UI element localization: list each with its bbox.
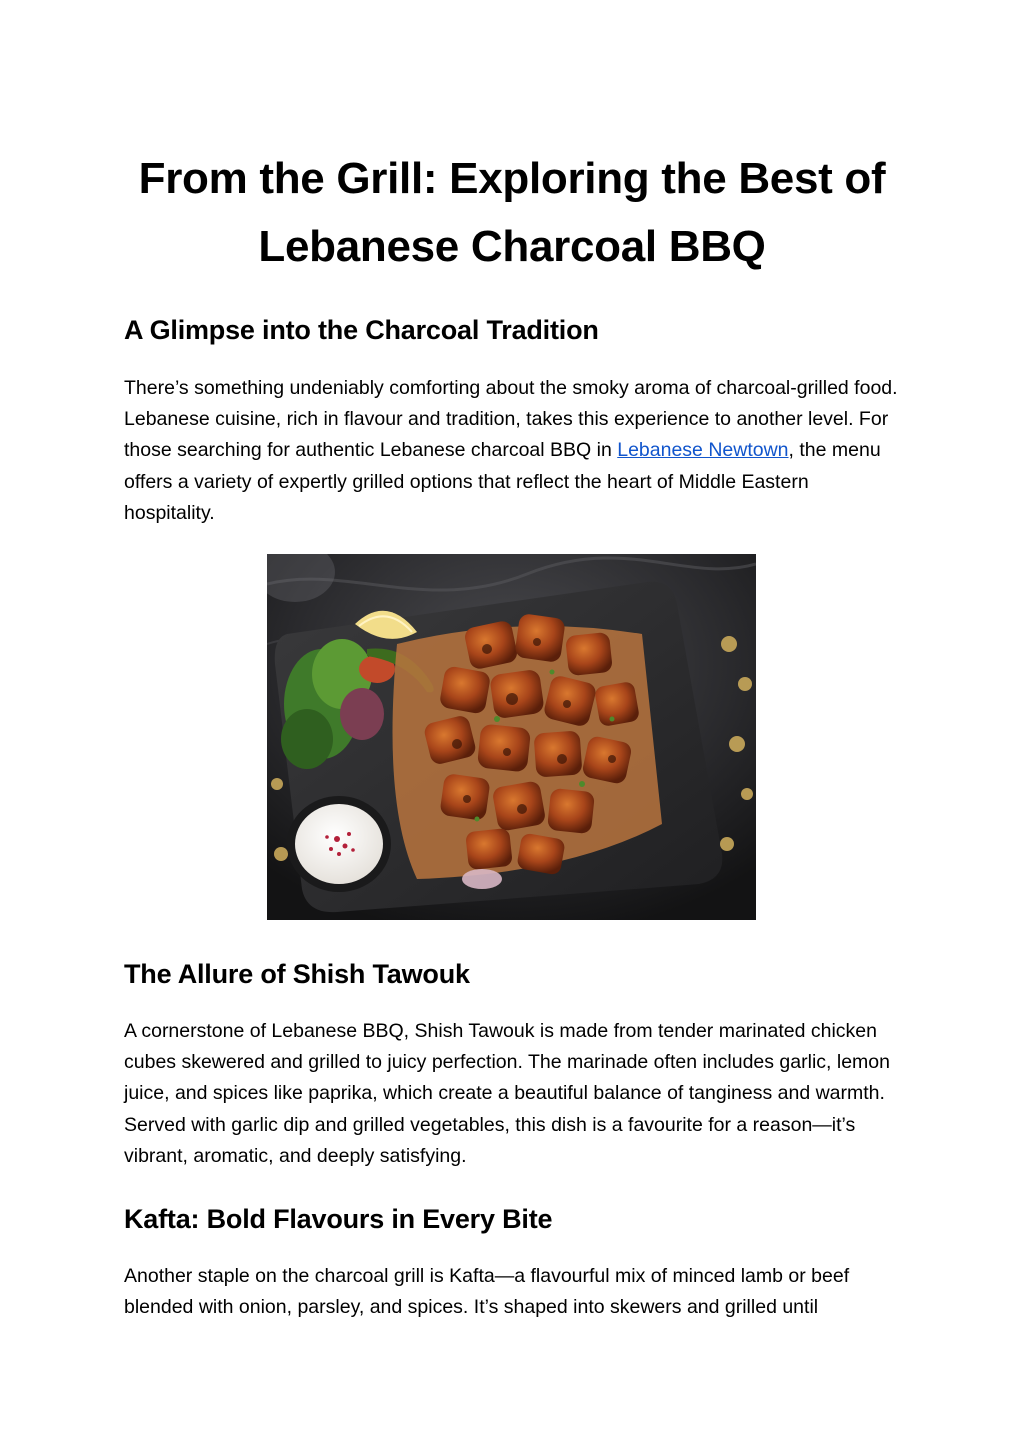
food-photo-shish-tawouk-plate <box>267 554 756 920</box>
section-heading-kafta: Kafta: Bold Flavours in Every Bite <box>124 1204 553 1234</box>
section-paragraph-shish-tawouk: A cornerstone of Lebanese BBQ, Shish Tawouk is made from tender marinated chicken cubes skewered and grilled to juicy perfection. The marinade often includes garlic, lemon juice, and spices like paprika, which create a beautiful balance of tanginess and warmth. Served with garlic dip and grilled vegetables, this dish is a favourite for a reason—it’s vibrant, aromatic, and deeply satisfying. <box>124 1020 890 1167</box>
title-line-1: From the Grill: Exploring the Best of <box>138 154 886 203</box>
section-paragraph-charcoal-tradition <box>124 373 900 529</box>
title-line-2: Lebanese Charcoal BBQ <box>258 222 766 271</box>
section-paragraph-kafta: Another staple on the charcoal grill is Kafta—a flavourful mix of minced lamb or beef blended with onion, parsley, and spices. It’s shaped into skewers and grilled until <box>124 1265 850 1319</box>
paragraph-text-before-link: There’s something undeniably comforting about the smoky aroma of charcoal-grilled food. Lebanese cuisine, rich in flavour and tradition, takes this experience to another level. For those searching for authentic Lebanese charcoal BBQ in <box>124 377 898 462</box>
section-heading-charcoal-tradition: A Glimpse into the Charcoal Tradition <box>124 315 599 345</box>
document-title <box>124 145 900 281</box>
section-heading-shish-tawouk: The Allure of Shish Tawouk <box>124 959 470 989</box>
lebanese-newtown-link[interactable]: Lebanese Newtown <box>617 439 789 462</box>
paragraph-text-after-link: , the menu offers a variety of expertly grilled options that reflect the heart of Middle Eastern hospitality. <box>124 439 881 524</box>
